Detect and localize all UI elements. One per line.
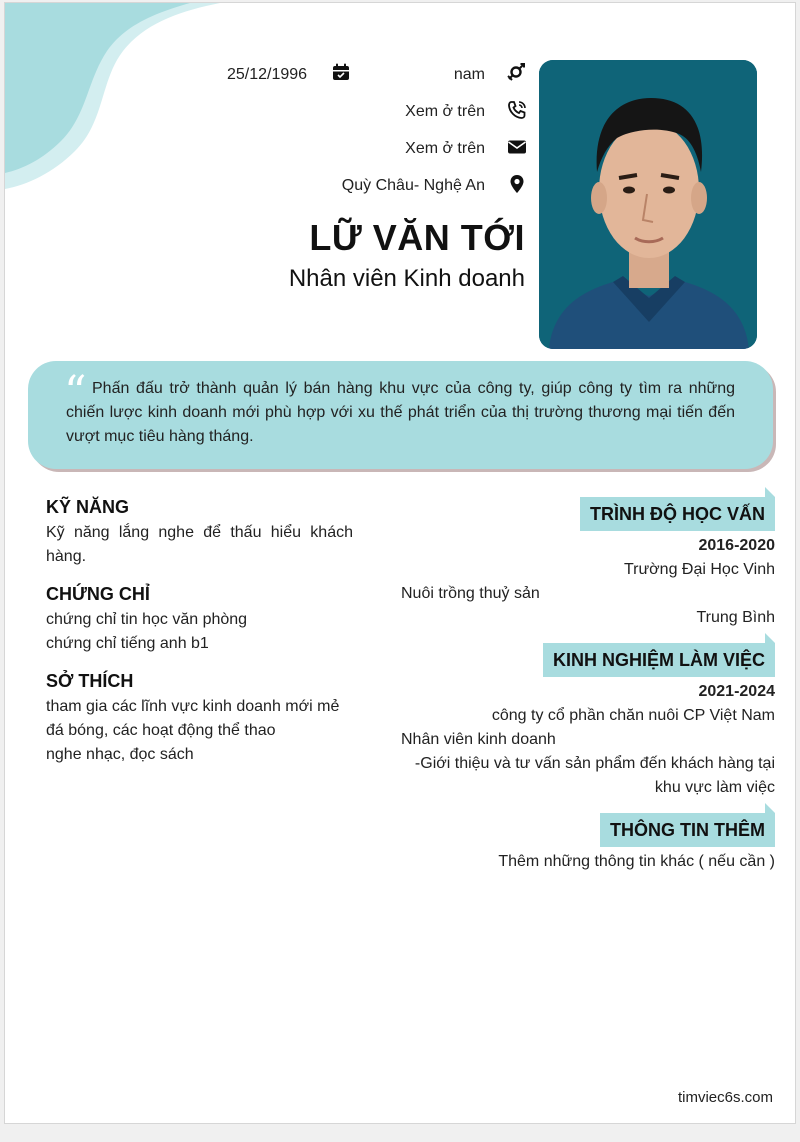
gender-text: nam [453, 66, 485, 83]
extra-info-heading-label: THÔNG TIN THÊM [610, 820, 765, 840]
experience-period: 2021-2024 [698, 683, 775, 700]
extra-info-text: Thêm những thông tin khác ( nếu cần ) [498, 853, 775, 870]
email-text: Xem ở trên [405, 140, 485, 157]
footer-watermark: timviec6s.com [677, 1089, 773, 1106]
calendar-icon [331, 62, 351, 82]
cv-page [4, 2, 796, 1124]
location-pin-icon [507, 174, 527, 194]
skills-text: Kỹ năng lắng nghe để thấu hiểu khách hàng. [46, 524, 353, 565]
ribbon-fold [765, 487, 775, 497]
envelope-icon [507, 137, 527, 157]
phone-icon [507, 100, 527, 120]
education-heading [580, 497, 775, 531]
experience-heading-label: KINH NGHIỆM LÀM VIỆC [552, 650, 765, 670]
skills-heading: KỸ NĂNG [46, 497, 130, 517]
certificate-item: chứng chỉ tiếng anh b1 [46, 635, 209, 652]
dob-text: 25/12/1996 [227, 66, 308, 83]
certificate-item: chứng chỉ tin học văn phòng [46, 611, 248, 628]
quote-icon: “ [64, 367, 87, 418]
hobbies-heading: SỞ THÍCH [46, 671, 134, 691]
education-period: 2016-2020 [698, 537, 775, 554]
experience-company: công ty cổ phần chăn nuôi CP Việt Nam [491, 707, 775, 724]
phone-text: Xem ở trên [405, 103, 485, 120]
hobby-item: đá bóng, các hoạt động thể thao [46, 722, 276, 739]
extra-info-heading [600, 813, 775, 847]
profile-photo [539, 60, 757, 349]
experience-description: khu vực làm việc [654, 779, 775, 796]
gender-icon [507, 63, 527, 83]
portrait-illustration [539, 60, 757, 349]
ribbon-fold [765, 633, 775, 643]
hobby-item: tham gia các lĩnh vực kinh doanh mới mẻ [46, 698, 340, 715]
education-heading-label: TRÌNH ĐỘ HỌC VẤN [590, 504, 765, 524]
education-school: Trường Đại Học Vinh [623, 561, 775, 578]
hobby-item: nghe nhạc, đọc sách [46, 746, 194, 763]
address-text: Quỳ Châu- Nghệ An [341, 177, 485, 194]
education-major: Nuôi trồng thuỷ sản [401, 585, 540, 602]
certificates-heading: CHỨNG CHỈ [46, 584, 150, 604]
experience-heading [543, 643, 775, 677]
ribbon-fold [765, 803, 775, 813]
experience-position: Nhân viên kinh doanh [401, 731, 556, 748]
experience-description: -Giới thiệu và tư vấn sản phẩm đến khách hàng tại [414, 755, 775, 772]
candidate-name: LỮ VĂN TỚI [309, 217, 525, 258]
objective-text: Phấn đấu trở thành quản lý bán hàng khu vực của công ty, giúp công ty tìm ra những chiến lược kinh doanh mới phù hợp với xu thế phát triển của thị trường thương mại tiến đến vượt mục tiêu hàng tháng. [66, 380, 735, 445]
decorative-wave [5, 3, 235, 203]
education-grade: Trung Bình [696, 609, 775, 626]
job-title: Nhân viên Kinh doanh [288, 265, 525, 292]
career-objective [28, 361, 773, 469]
